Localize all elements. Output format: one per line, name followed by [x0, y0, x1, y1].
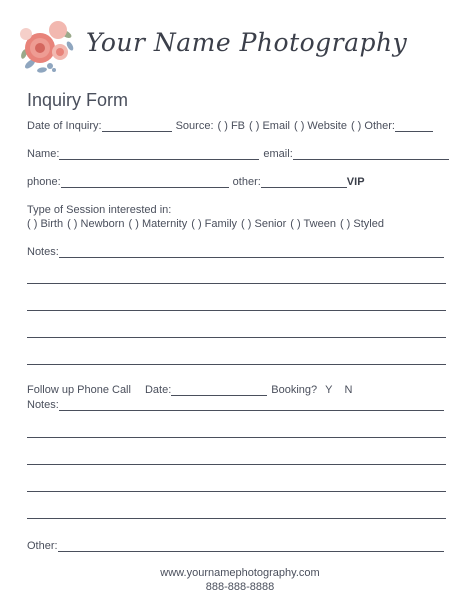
follow-up-notes-label: Notes: — [27, 399, 59, 411]
footer-phone: 888-888-8888 — [205, 581, 275, 593]
follow-up-notes-line[interactable] — [27, 437, 446, 438]
booking-yes-option[interactable]: Y — [325, 384, 333, 396]
session-option-maternity[interactable]: ( ) Maternity — [128, 218, 188, 230]
email-field[interactable] — [293, 150, 449, 160]
phone-field[interactable] — [61, 178, 229, 188]
other-row — [27, 540, 444, 552]
source-other-option[interactable]: ( ) Other: — [350, 120, 395, 132]
source-label: Source: — [175, 120, 214, 132]
follow-up-notes-line[interactable] — [27, 518, 446, 519]
session-option-family[interactable]: ( ) Family — [191, 218, 238, 230]
date-field[interactable] — [102, 122, 172, 132]
name-field[interactable] — [59, 150, 259, 160]
notes-line[interactable] — [27, 283, 446, 284]
flower-bouquet-icon — [16, 12, 82, 78]
session-option-newborn[interactable]: ( ) Newborn — [67, 218, 125, 230]
row-date-source — [27, 120, 433, 132]
session-type-text: Type of Session interested in: — [27, 204, 172, 216]
follow-up-notes-field[interactable] — [59, 401, 444, 411]
session-option-birth[interactable]: ( ) Birth — [27, 218, 64, 230]
booking-label: Booking? — [271, 384, 318, 396]
session-option-tween[interactable]: ( ) Tween — [290, 218, 336, 230]
notes-row — [27, 246, 444, 258]
notes-line[interactable] — [27, 364, 446, 365]
footer-website[interactable]: www.yournamephotography.com — [160, 567, 320, 579]
form-title: Inquiry Form — [27, 90, 129, 110]
source-email-option[interactable]: ( ) Email — [249, 120, 290, 132]
row-phone-other — [27, 176, 365, 188]
name-label: Name: — [27, 148, 60, 160]
session-options — [27, 218, 384, 230]
follow-up-notes-line[interactable] — [27, 464, 446, 465]
follow-up-notes-line[interactable] — [27, 491, 446, 492]
notes-label: Notes: — [27, 246, 59, 258]
other-field[interactable] — [261, 178, 347, 188]
source-website-option[interactable]: ( ) Website — [293, 120, 347, 132]
other-label: other: — [232, 176, 261, 188]
session-option-senior[interactable]: ( ) Senior — [241, 218, 287, 230]
email-label: email: — [263, 148, 293, 160]
notes-line[interactable] — [27, 310, 446, 311]
other-notes-field[interactable] — [58, 542, 444, 552]
brand-name: Your Name Photography — [86, 28, 408, 57]
date-label: Date of Inquiry: — [27, 120, 102, 132]
notes-field[interactable] — [59, 248, 444, 258]
source-fb-option[interactable]: ( ) FB — [217, 120, 246, 132]
follow-up-date-label: Date: — [144, 384, 172, 396]
follow-up-row — [27, 384, 352, 396]
source-other-field[interactable] — [395, 122, 433, 132]
follow-up-label: Follow up Phone Call — [27, 384, 131, 396]
row-name-email — [27, 148, 449, 160]
follow-up-notes-row — [27, 399, 444, 411]
session-option-styled[interactable]: ( ) Styled — [339, 218, 384, 230]
vip-label: VIP — [346, 176, 365, 188]
follow-up-date-field[interactable] — [171, 386, 267, 396]
other-notes-label: Other: — [27, 540, 58, 552]
booking-no-option[interactable]: N — [344, 384, 353, 396]
session-type-label — [27, 204, 171, 216]
notes-line[interactable] — [27, 337, 446, 338]
phone-label: phone: — [27, 176, 61, 188]
